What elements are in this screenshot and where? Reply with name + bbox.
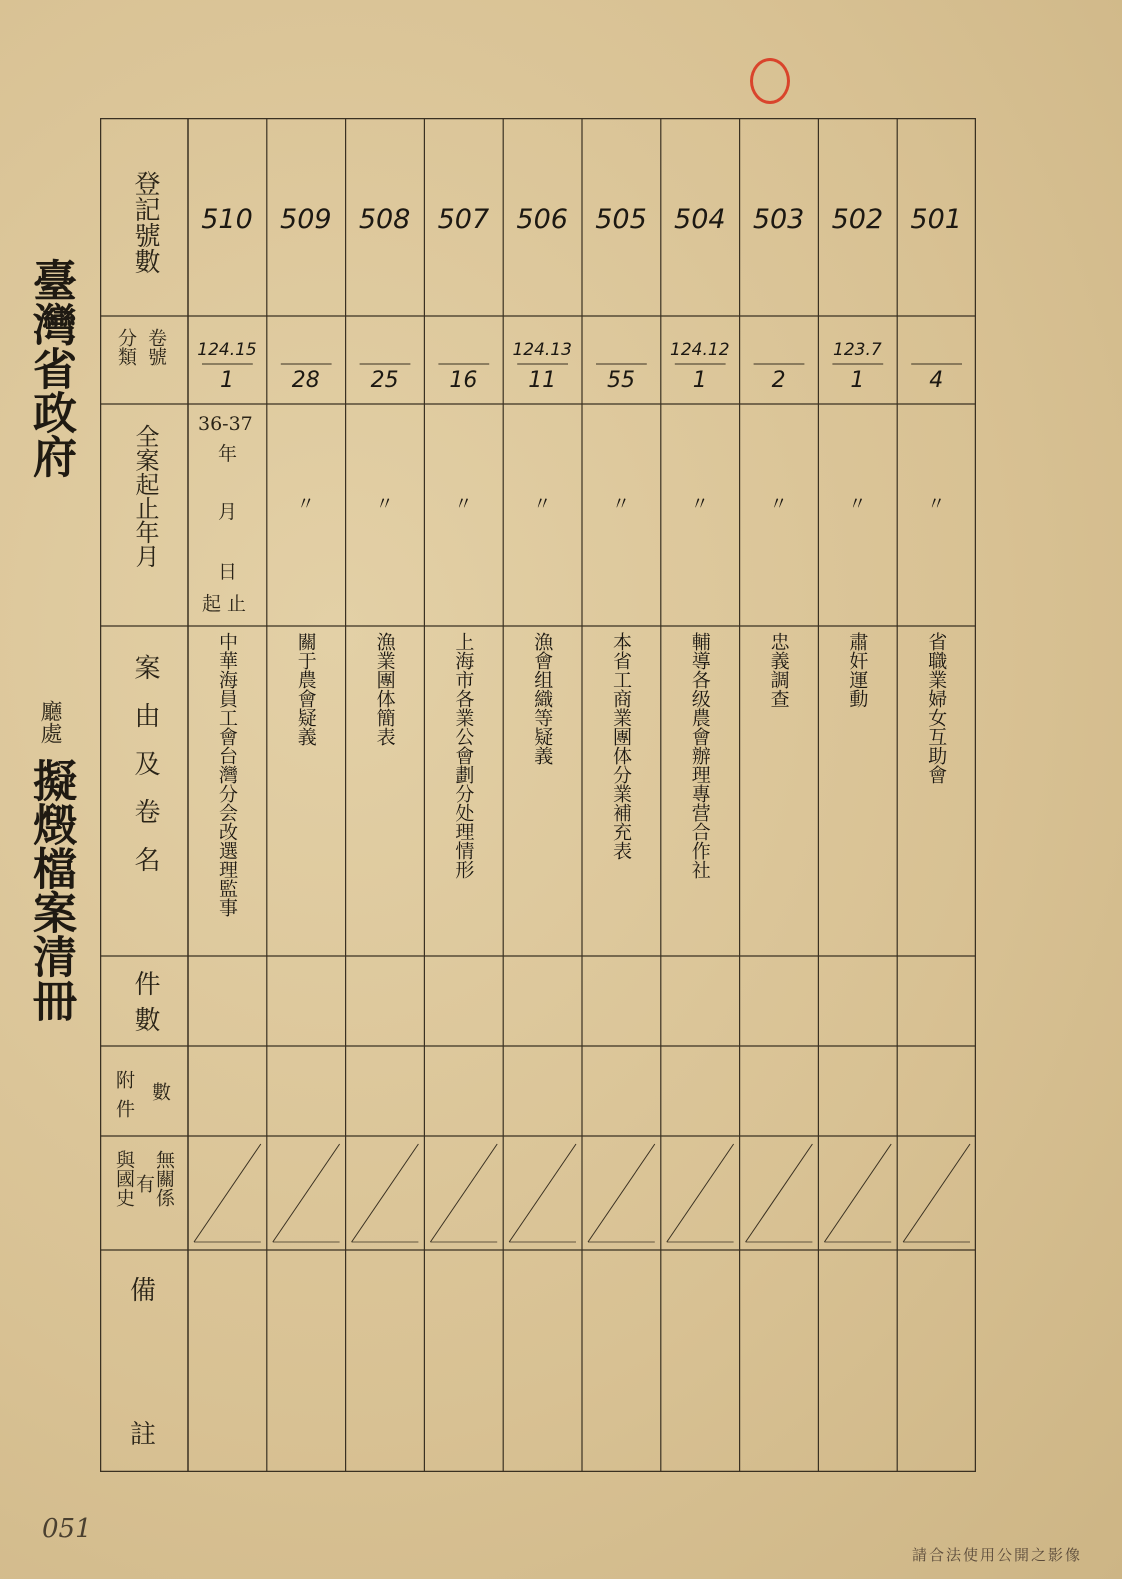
- ditto-mark: 〃: [454, 494, 473, 515]
- header-remarks-bottom: 註: [130, 1420, 157, 1450]
- case-subject: 漁業團体簡表: [373, 632, 396, 746]
- category-number: 55: [607, 368, 635, 393]
- case-subject: 肅奸運動: [846, 632, 869, 708]
- ditto-mark: 〃: [769, 494, 788, 515]
- reg-number: 502: [831, 204, 884, 235]
- reg-number: 505: [595, 204, 647, 235]
- reg-number: 510: [201, 204, 253, 235]
- case-subject: 中華海員工會台灣分会改選理監事: [216, 632, 238, 917]
- diagonal-stroke: [746, 1144, 813, 1242]
- category-number: 2: [771, 368, 786, 393]
- diagonal-stroke: [352, 1144, 419, 1242]
- category-number: 16: [449, 368, 478, 393]
- diagonal-stroke: [824, 1144, 891, 1242]
- case-subject: 忠義調查: [767, 632, 790, 708]
- category-top: 124.15: [197, 340, 257, 360]
- diagonal-stroke: [194, 1144, 261, 1242]
- red-circle-mark: [750, 58, 790, 104]
- case-subject: 關于農會疑義: [294, 632, 317, 746]
- diagonal-stroke: [667, 1144, 734, 1242]
- page-number: 051: [42, 1514, 92, 1544]
- document-subtitle: 擬燬檔案清冊: [25, 758, 76, 1022]
- diagonal-stroke: [588, 1144, 655, 1242]
- period-day-label: 日: [218, 561, 238, 583]
- ditto-mark: 〃: [296, 494, 315, 515]
- diagonal-stroke: [273, 1144, 340, 1242]
- ditto-mark: 〃: [612, 494, 630, 515]
- category-number: 28: [291, 368, 320, 393]
- header-history-col1: 無關係: [153, 1150, 175, 1207]
- category-number: 4: [929, 368, 944, 393]
- header-attach-right: 數: [149, 1082, 171, 1101]
- ditto-mark: 〃: [848, 494, 867, 515]
- reg-number: 504: [674, 204, 726, 235]
- category-number: 1: [850, 368, 865, 393]
- reg-number: 501: [910, 204, 962, 235]
- category-number: 11: [528, 368, 557, 393]
- reg-number: 507: [437, 204, 490, 235]
- header-history-col3: 與國史: [113, 1150, 135, 1207]
- case-subject: 上海市各業公會劃分处理情形: [452, 632, 475, 879]
- category-top: 123.7: [833, 340, 882, 360]
- register-table: [100, 118, 976, 1472]
- reg-number: 503: [752, 204, 805, 235]
- case-subject: 輔導各级農會辦理專营合作社: [688, 632, 711, 879]
- header-count: 件數: [130, 970, 160, 1042]
- header-category-left: 分類: [115, 328, 137, 366]
- header-period: 全案起止年月: [131, 424, 159, 568]
- period-month-label: 月: [218, 501, 238, 523]
- category-number: 1: [692, 368, 707, 393]
- header-history-col2: 有: [133, 1174, 155, 1193]
- category-top: 124.13: [512, 340, 572, 360]
- category-number: 1: [220, 368, 234, 393]
- ditto-mark: 〃: [927, 494, 946, 515]
- case-subject: 漁會组織等疑義: [531, 632, 554, 765]
- ditto-mark: 〃: [375, 494, 394, 515]
- footer-stamp: 請合法使用公開之影像: [912, 1546, 1083, 1564]
- diagonal-stroke: [430, 1144, 497, 1242]
- reg-number: 509: [280, 204, 332, 235]
- diagonal-stroke: [509, 1144, 576, 1242]
- header-reg-no: 登記號數: [130, 170, 160, 274]
- case-subject: 本省工商業團体分業補充表: [610, 632, 632, 860]
- ditto-mark: 〃: [690, 494, 709, 515]
- reg-number: 506: [516, 204, 568, 235]
- period-start-end-label: 起止: [202, 593, 253, 615]
- reg-number: 508: [358, 204, 411, 235]
- period-value: 36-37: [198, 413, 253, 435]
- ditto-mark: 〃: [533, 494, 552, 515]
- category-number: 25: [370, 368, 399, 393]
- header-subject: 案由及卷名: [130, 654, 160, 894]
- header-category-right: 卷號: [145, 328, 167, 366]
- case-subject: 省職業婦女互助會: [925, 632, 948, 784]
- subtitle-department: 廳處: [37, 700, 62, 744]
- header-attach-left: 附件: [113, 1070, 135, 1128]
- document-title: 臺灣省政府: [25, 258, 76, 478]
- header-remarks-top: 備: [130, 1276, 157, 1306]
- period-year-label: 年: [218, 443, 238, 465]
- category-top: 124.12: [670, 340, 730, 360]
- diagonal-stroke: [903, 1144, 970, 1242]
